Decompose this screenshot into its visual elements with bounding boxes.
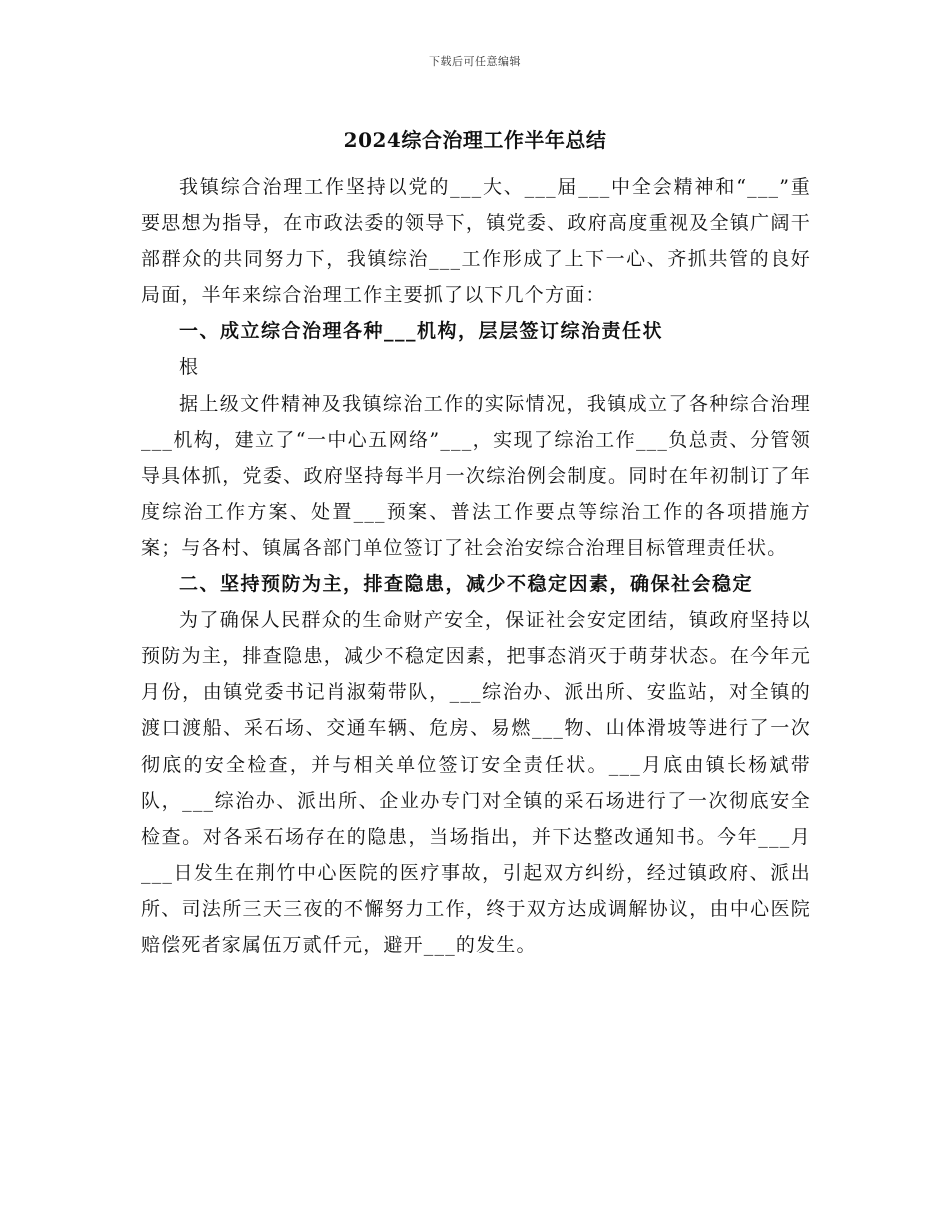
section-1-lead: 根 xyxy=(179,356,200,379)
header-note: 下载后可任意编辑 xyxy=(429,55,521,68)
section-1-paragraph: 据上级文件精神及我镇综治工作的实际情况，我镇成立了各种综合治理___机构，建立了“一中心五网络”___，实现了综治工作___负总责、分管领导具体抓，党委、政府坚持每半月一次综治例会制度。同时在年初制订了年度综治工作方案、处置___预案、普法工作要点等综治工作的各项措施方案；与各村、镇属各部门单位签订了社会治安综合治理目标管理责任状。 xyxy=(141,392,811,559)
section-heading-2: 二、坚持预防为主，排查隐患，减少不稳定因素，确保社会稳定 xyxy=(179,573,754,596)
intro-paragraph: 我镇综合治理工作坚持以党的___大、___届___中全会精神和“___”重要思想为指导，在市政法委的领导下，镇党委、政府高度重视及全镇广阔干部群众的共同努力下，我镇综治___工作形成了上下一心、齐抓共管的良好局面，半年来综合治理工作主要抓了以下几个方面： xyxy=(141,176,811,307)
section-heading-1: 一、成立综合治理各种___机构，层层签订综治责任状 xyxy=(179,320,664,343)
document-body xyxy=(141,169,811,963)
section-2-paragraph: 为了确保人民群众的生命财产安全，保证社会安定团结，镇政府坚持以预防为主，排查隐患，减少不稳定因素，把事态消灭于萌芽状态。在今年元月份，由镇党委书记肖淑菊带队，___综治办、派出所、安监站，对全镇的渡口渡船、采石场、交通车辆、危房、易燃___物、山体滑坡等进行了一次彻底的安全检查，并与相关单位签订安全责任状。___月底由镇长杨斌带队，___综治办、派出所、企业办专门对全镇的采石场进行了一次彻底安全检查。对各采石场存在的隐患，当场指出，并下达整改通知书。今年___月___日发生在荆竹中心医院的医疗事故，引起双方纠纷，经过镇政府、派出所、司法所三天三夜的不懈努力工作，终于双方达成调解协议，由中心医院赔偿死者家属伍万贰仟元，避开___的发生。 xyxy=(141,609,811,956)
document-title: 2024综合治理工作半年总结 xyxy=(343,128,607,152)
